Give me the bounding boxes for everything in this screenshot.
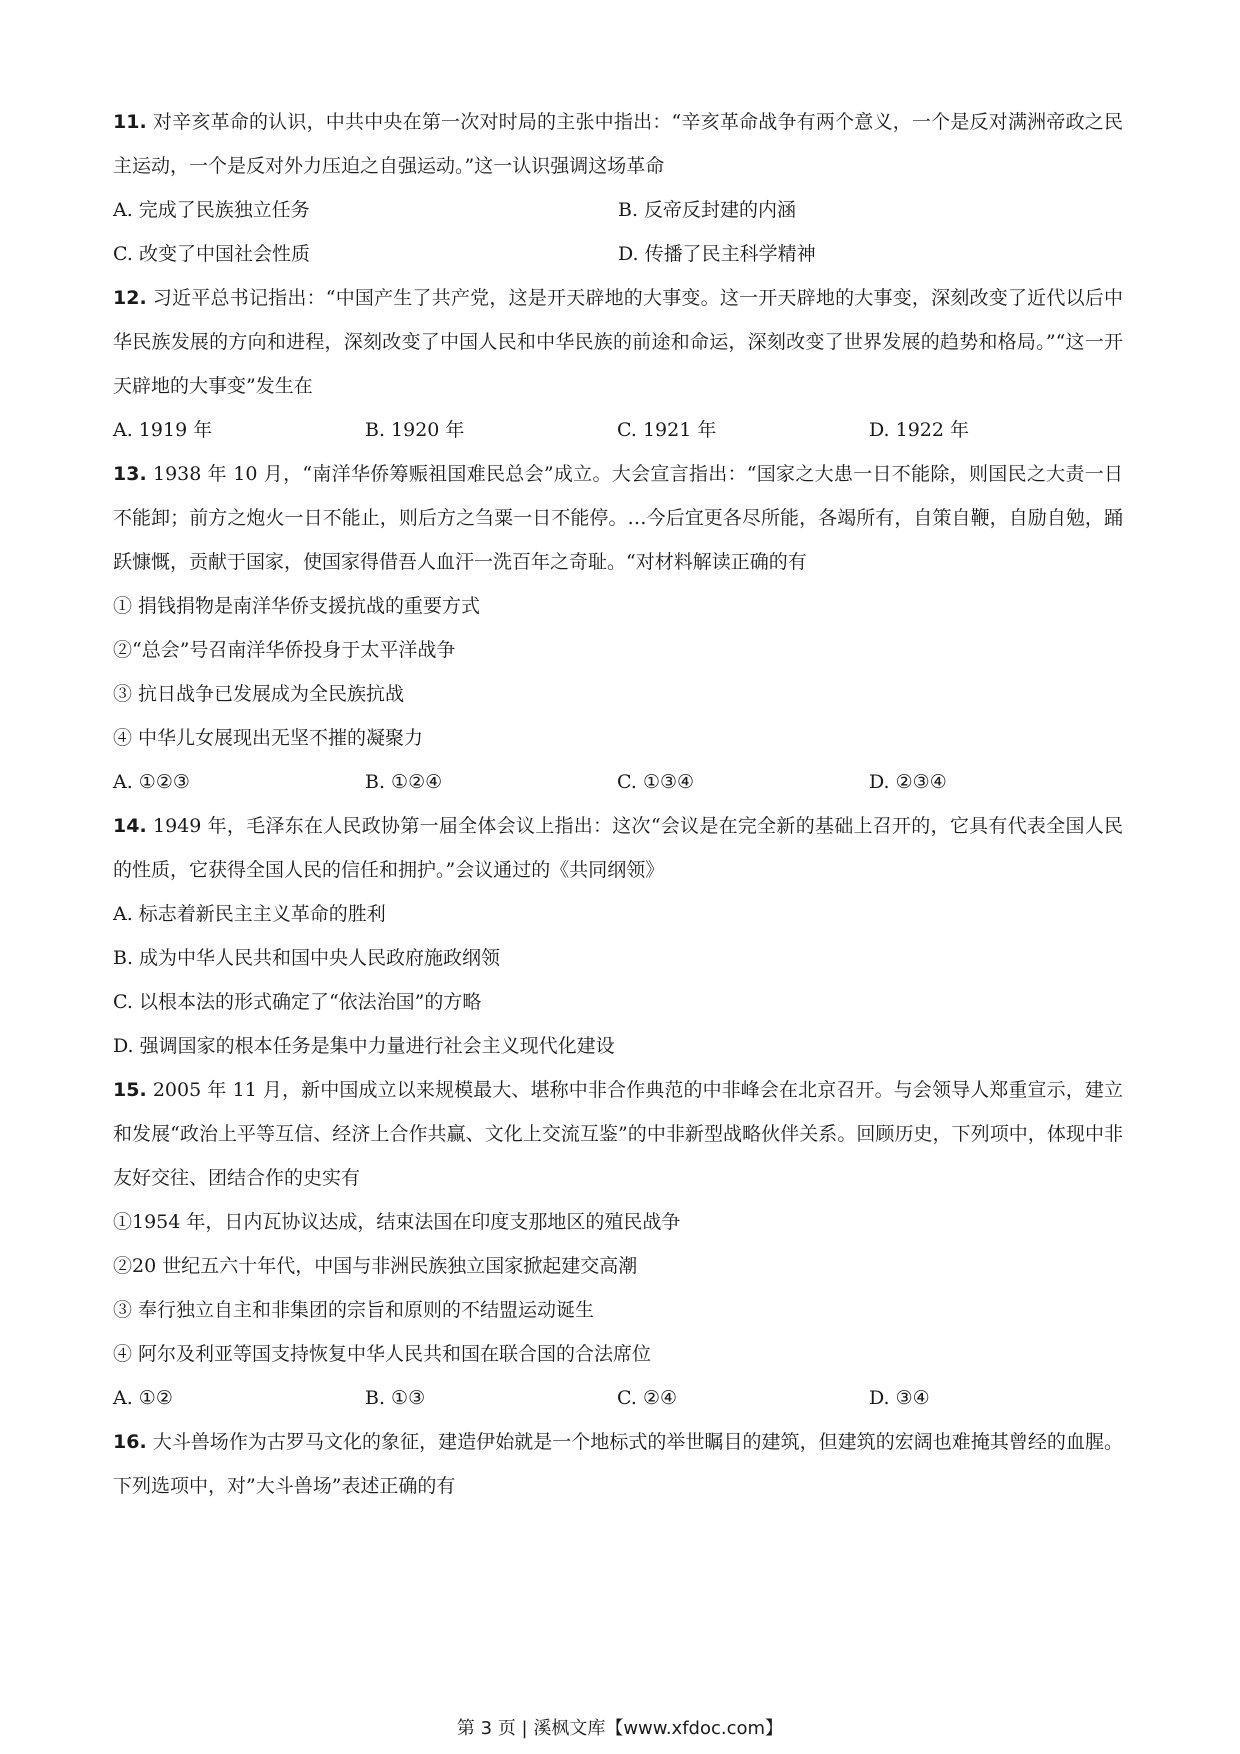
options-row xyxy=(113,760,1123,804)
options-row xyxy=(113,188,1123,232)
option-c: C. 1921 年 xyxy=(617,419,717,441)
question-number: 15. xyxy=(113,1079,147,1101)
option-b: B. ①②④ xyxy=(365,771,443,793)
question-stem: 大斗兽场作为古罗马文化的象征，建造伊始就是一个地标式的举世瞩目的建筑，但建筑的宏阔也难掩其曾经的血腥。下列选项中，对”大斗兽场”表述正确的有 xyxy=(113,1431,1123,1497)
question-13 xyxy=(113,452,1123,584)
question-number: 13. xyxy=(113,463,147,485)
statement-item: ③ 奉行独立自主和非集团的宗旨和原则的不结盟运动诞生 xyxy=(113,1299,595,1321)
question-15 xyxy=(113,1068,1123,1200)
question-12 xyxy=(113,276,1123,408)
option-d: D. ③④ xyxy=(869,1387,930,1409)
option-b: B. 成为中华人民共和国中央人民政府施政纲领 xyxy=(113,947,501,969)
question-number: 11. xyxy=(113,111,147,133)
option-d: D. ②③④ xyxy=(869,771,947,793)
statement-item: ②20 世纪五六十年代，中国与非洲民族独立国家掀起建交高潮 xyxy=(113,1255,638,1277)
option-a: A. 完成了民族独立任务 xyxy=(113,199,310,221)
options-row xyxy=(113,408,1123,452)
question-14 xyxy=(113,804,1123,892)
options-row xyxy=(113,1376,1123,1420)
option-a: A. 1919 年 xyxy=(113,419,213,441)
statement-item: ① 捐钱捐物是南洋华侨支援抗战的重要方式 xyxy=(113,595,481,617)
page-footer: 第 3 页 | 溪枫文库【www.xfdoc.com】 xyxy=(456,1718,784,1739)
option-c: C. 改变了中国社会性质 xyxy=(113,243,310,265)
options-row xyxy=(113,232,1123,276)
question-number: 12. xyxy=(113,287,147,309)
statement-item: ③ 抗日战争已发展成为全民族抗战 xyxy=(113,683,405,705)
statement-item: ④ 阿尔及利亚等国支持恢复中华人民共和国在联合国的合法席位 xyxy=(113,1343,652,1365)
option-c: C. ①③④ xyxy=(617,771,695,793)
option-b: B. ①③ xyxy=(365,1387,426,1409)
option-c: C. 以根本法的形式确定了“依法治国”的方略 xyxy=(113,991,482,1013)
option-b: B. 1920 年 xyxy=(365,419,465,441)
statement-item: ①1954 年，日内瓦协议达成，结束法国在印度支那地区的殖民战争 xyxy=(113,1211,681,1233)
option-a: A. 标志着新民主主义革命的胜利 xyxy=(113,903,386,925)
option-a: A. ①② xyxy=(113,1387,173,1409)
question-stem: 1938 年 10 月，“南洋华侨筹赈祖国难民总会”成立。大会宣言指出：“国家之大患一日不能除，则国民之大责一日不能卸；前方之炮火一日不能止，则后方之刍粟一日不能停。…今后宜更各尽所能，各竭所有，自策自鞭，自励自勉，踊跃慷慨，贡献于国家，使国家得借吾人血汗一洗百年之奇耻。“对材料解读正确的有 xyxy=(113,463,1123,573)
question-11 xyxy=(113,100,1123,188)
question-stem: 习近平总书记指出：“中国产生了共产党，这是开天辟地的大事变。这一开天辟地的大事变，深刻改变了近代以后中华民族发展的方向和进程，深刻改变了中国人民和中华民族的前途和命运，深刻改变了世界发展的趋势和格局。”“这一开天辟地的大事变”发生在 xyxy=(113,287,1123,397)
question-number: 16. xyxy=(113,1431,147,1453)
statement-item: ④ 中华儿女展现出无坚不摧的凝聚力 xyxy=(113,727,424,749)
question-16 xyxy=(113,1420,1123,1508)
option-b: B. 反帝反封建的内涵 xyxy=(618,199,797,221)
page-content xyxy=(113,100,1123,1508)
question-stem: 对辛亥革命的认识，中共中央在第一次对时局的主张中指出：“辛亥革命战争有两个意义，一个是反对满洲帝政之民主运动，一个是反对外力压迫之自强运动。”这一认识强调这场革命 xyxy=(113,111,1123,177)
option-c: C. ②④ xyxy=(617,1387,678,1409)
question-stem: 1949 年，毛泽东在人民政协第一届全体会议上指出：这次“会议是在完全新的基础上召开的，它具有代表全国人民的性质，它获得全国人民的信任和拥护。”会议通过的《共同纲领》 xyxy=(113,815,1123,881)
option-a: A. ①②③ xyxy=(113,771,190,793)
statement-item: ②“总会”号召南洋华侨投身于太平洋战争 xyxy=(113,639,456,661)
question-stem: 2005 年 11 月，新中国成立以来规模最大、堪称中非合作典范的中非峰会在北京召开。与会领导人郑重宣示，建立和发展“政治上平等互信、经济上合作共赢、文化上交流互鉴”的中非新型战略伙伴关系。回顾历史，下列项中，体现中非友好交往、团结合作的史实有 xyxy=(113,1079,1123,1189)
question-number: 14. xyxy=(113,815,147,837)
option-d: D. 1922 年 xyxy=(869,419,970,441)
option-d: D. 传播了民主科学精神 xyxy=(618,243,816,265)
option-d: D. 强调国家的根本任务是集中力量进行社会主义现代化建设 xyxy=(113,1035,615,1057)
